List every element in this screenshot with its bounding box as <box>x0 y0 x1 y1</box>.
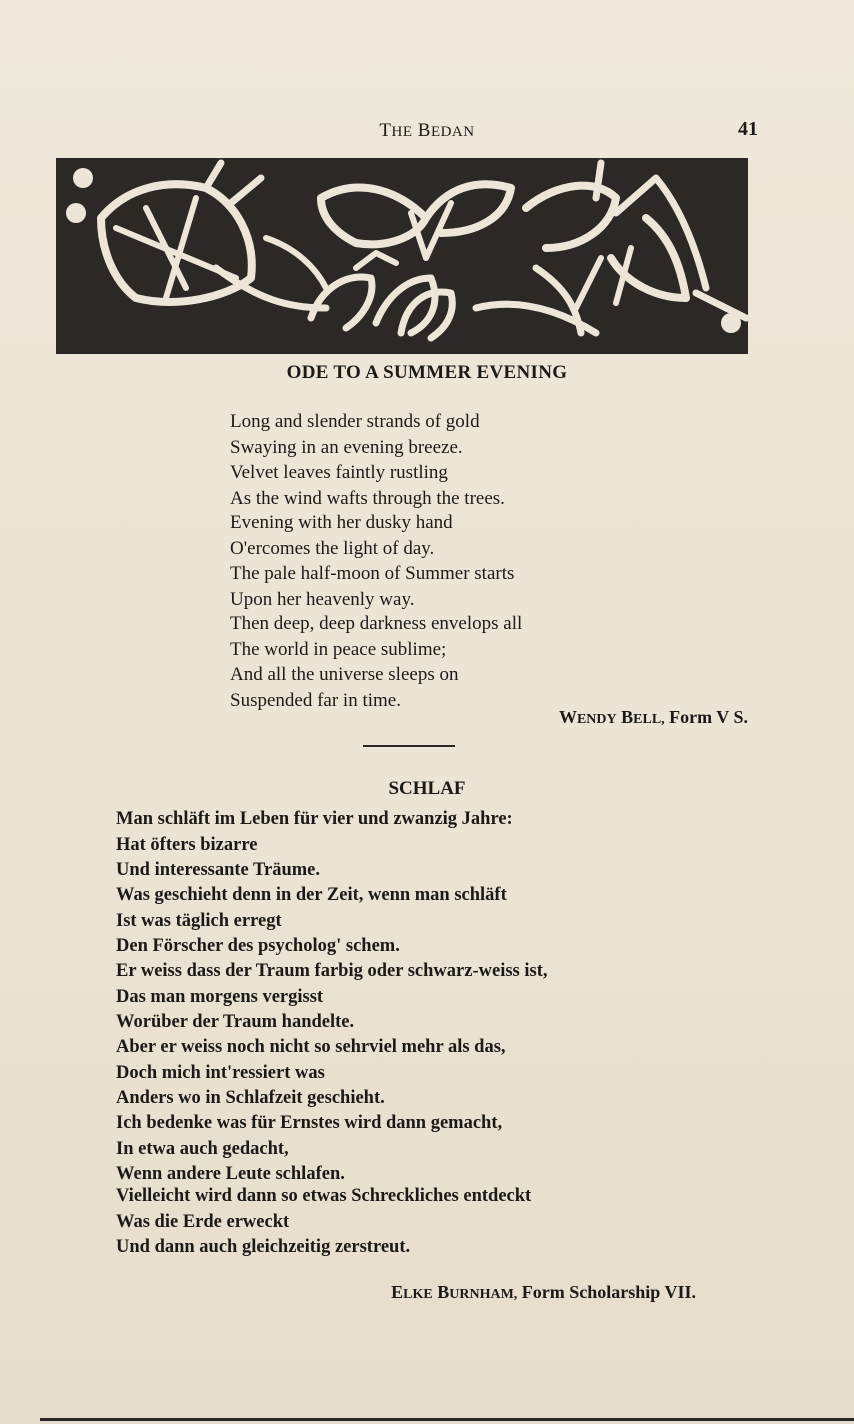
poem-stanza <box>116 1111 502 1188</box>
poem-stanza <box>116 883 507 960</box>
poem-line: Upon her heavenly way. <box>230 588 415 610</box>
poem-line: Then deep, deep darkness envelops all <box>230 613 523 634</box>
poem-line: Er weiss dass der Traum farbig oder schwarz-weiss ist, <box>116 961 548 981</box>
poem-line: Vielleicht wird dann so etwas Schreckliches entdeckt <box>116 1186 532 1206</box>
poem-line: Was geschieht denn in der Zeit, wenn man schläft <box>116 885 507 905</box>
poem-line: Worüber der Traum handelte. <box>116 1012 355 1032</box>
poem-line: Long and slender strands of gold <box>230 411 480 432</box>
poem-line: Was die Erde erweckt <box>116 1211 290 1232</box>
page-number: 41 <box>738 118 758 140</box>
poem-line: Velvet leaves faintly rustling <box>230 462 448 483</box>
poem-line: Das man morgens vergisst <box>116 986 324 1007</box>
running-header: THE BEDAN <box>379 120 475 141</box>
poem-line: Man schläft im Leben für vier und zwanzig Jahre: <box>116 809 513 829</box>
poem-stanza <box>116 807 513 884</box>
poem-stanza <box>116 1035 506 1112</box>
poem-line: Ich bedenke was für Ernstes wird dann gemacht, <box>116 1113 503 1133</box>
poem-line: Ist was täglich erregt <box>116 910 282 931</box>
poem-line: Evening with her dusky hand <box>230 512 453 533</box>
poem-line: Aber er weiss noch nicht so sehrviel mehr als das, <box>116 1037 506 1057</box>
poem-line: Doch mich int'ressiert was <box>116 1062 325 1083</box>
poem-title: ODE TO A SUMMER EVENING <box>286 362 568 383</box>
poem-line: Wenn andere Leute schlafen. <box>116 1164 345 1184</box>
poem-line: O'ercomes the light of day. <box>230 537 435 559</box>
floral-woodcut-illustration <box>56 158 748 354</box>
poem-title: SCHLAF <box>388 778 466 799</box>
poem-line: Den Förscher des psycholog' schem. <box>116 936 400 956</box>
poem-line: The world in peace sublime; <box>230 638 447 660</box>
poem-stanza <box>230 409 505 511</box>
poem-stanza <box>230 611 522 713</box>
poem-line: The pale half-moon of Summer starts <box>230 563 515 584</box>
poem-line: Und dann auch gleichzeitig zerstreut. <box>116 1237 411 1257</box>
poem-line: In etwa auch gedacht, <box>116 1138 289 1159</box>
poem-line: Und interessante Träume. <box>116 860 321 880</box>
page-bottom-rule <box>40 1418 854 1421</box>
poem-line: Hat öfters bizarre <box>116 834 258 855</box>
section-divider <box>363 745 455 747</box>
poem-line: Anders wo in Schlafzeit geschieht. <box>116 1088 385 1108</box>
poem-author: WENDY BELL, Form V S. <box>558 707 748 727</box>
poem-author: ELKE BURNHAM, Form Scholarship VII. <box>391 1282 696 1302</box>
poem-stanza <box>230 510 514 612</box>
poem-stanza <box>116 1184 531 1261</box>
poem-line: Suspended far in time. <box>230 689 401 711</box>
poem-stanza <box>116 959 548 1036</box>
poem-line: Swaying in an evening breeze. <box>230 436 463 458</box>
poem-line: And all the universe sleeps on <box>230 664 459 685</box>
poem-line: As the wind wafts through the trees. <box>230 487 505 509</box>
